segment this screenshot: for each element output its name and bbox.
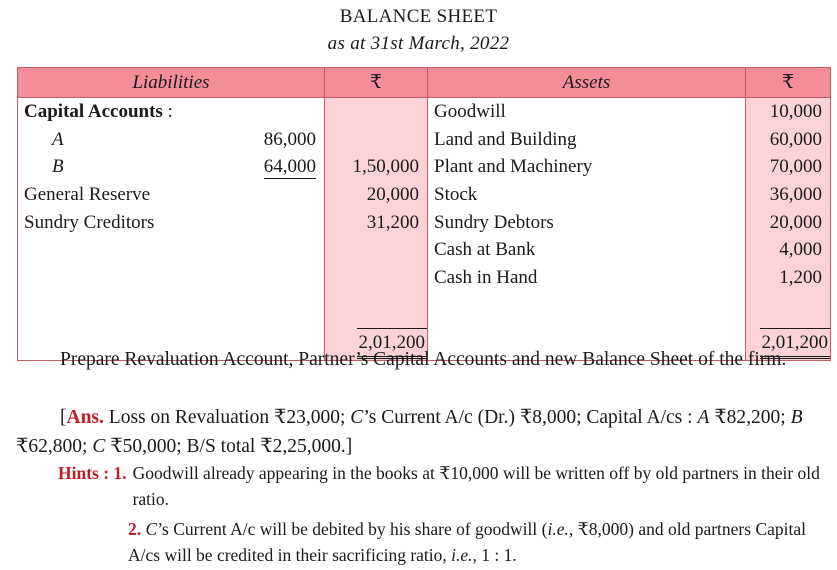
asset-amount-plant-machinery: 70,000 xyxy=(769,156,822,178)
general-reserve-amount: 20,000 xyxy=(366,184,419,206)
asset-label-goodwill: Goodwill xyxy=(434,101,506,122)
asset-amount-stock: 36,000 xyxy=(769,184,822,206)
table-body-row xyxy=(18,98,831,329)
partner-b-row xyxy=(18,153,324,181)
header-asset-amount: ₹ xyxy=(746,68,831,98)
sundry-creditors-amount: 31,200 xyxy=(366,211,419,233)
balance-sheet-date: as at 31st March, 2022 xyxy=(327,33,510,54)
partner-a-amount: 86,000 xyxy=(263,128,316,150)
asset-label-cash-hand: Cash in Hand xyxy=(434,267,538,289)
question-text: Prepare Revaluation Account, Partner’s Capital Accounts and new Balance Sheet of the firm. xyxy=(60,349,787,370)
capital-accounts-heading: Capital Accounts : xyxy=(24,101,173,122)
liabilities-column xyxy=(18,98,325,329)
hint-1 xyxy=(58,460,828,512)
sundry-creditors-label: Sundry Creditors xyxy=(24,211,155,233)
table-header-row xyxy=(18,68,831,98)
partner-b-amount: 64,000 xyxy=(263,156,316,178)
header-liab-amount: ₹ xyxy=(325,68,428,98)
partner-a-name: A xyxy=(52,128,64,150)
asset-label-cash-bank: Cash at Bank xyxy=(434,239,536,261)
asset-amount-land-building: 60,000 xyxy=(769,128,822,150)
hint-1-text: Goodwill already appearing in the books at ₹10,000 will be written off by old partners in their old ratio. xyxy=(132,463,820,509)
header-liabilities: Liabilities xyxy=(18,68,325,98)
hints-label: Hints : 1. xyxy=(58,463,127,483)
general-reserve-label: General Reserve xyxy=(24,184,151,206)
balance-sheet-title: BALANCE SHEET xyxy=(339,6,498,27)
answer-text: [Ans. Loss on Revaluation ₹23,000; C’s Current A/c (Dr.) ₹8,000; Capital A/cs : A ₹82,200; B ₹62,800; C ₹50,000; B/S total ₹2,25,000.] xyxy=(16,407,803,457)
capital-total-amount: 1,50,000 xyxy=(352,156,419,178)
assets-total: 2,01,200 xyxy=(760,328,831,359)
partner-b-name: B xyxy=(52,156,64,178)
balance-sheet-table xyxy=(17,67,831,361)
asset-label-stock: Stock xyxy=(434,184,478,206)
hint-2: 2. C’s Current A/c will be debited by his share of goodwill (i.e., ₹8,000) and old partners Capital A/cs will be credited in their sacrificing ratio, i.e., 1 : 1. xyxy=(128,519,806,565)
asset-label-sundry-debtors: Sundry Debtors xyxy=(434,211,554,233)
answer-label: Ans. xyxy=(66,407,104,428)
hint-2-number: 2. xyxy=(128,519,142,539)
header-assets: Assets xyxy=(428,68,746,98)
partner-a-row xyxy=(18,126,324,154)
liabilities-amount-column xyxy=(325,98,428,329)
liabilities-total: 2,01,200 xyxy=(357,328,428,359)
asset-label-plant-machinery: Plant and Machinery xyxy=(434,156,593,178)
asset-label-land-building: Land and Building xyxy=(434,128,577,150)
asset-amount-sundry-debtors: 20,000 xyxy=(769,211,822,233)
asset-amount-goodwill: 10,000 xyxy=(769,101,822,122)
asset-amount-cash-bank: 4,000 xyxy=(779,239,822,261)
assets-amount-column xyxy=(746,98,831,329)
assets-column xyxy=(428,98,746,329)
asset-amount-cash-hand: 1,200 xyxy=(779,267,822,289)
